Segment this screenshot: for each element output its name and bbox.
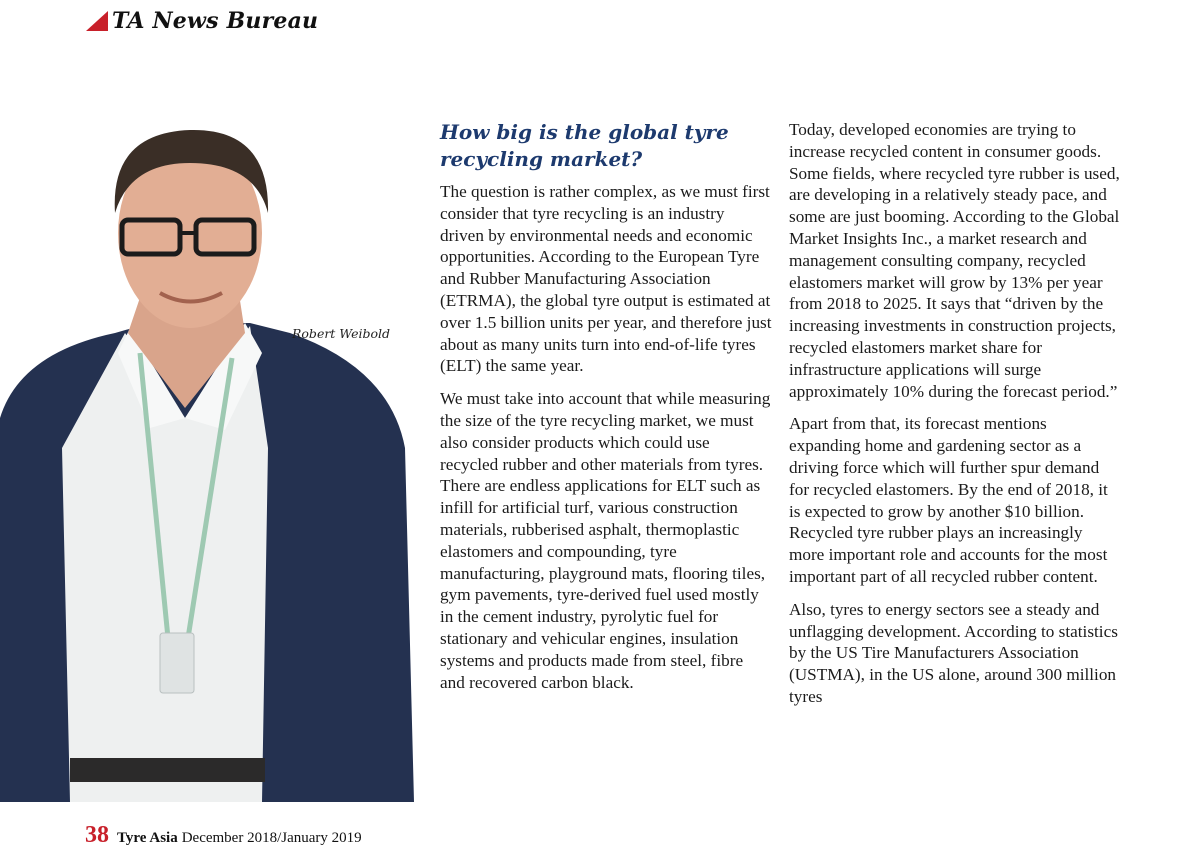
paragraph: Apart from that, its forecast mentions expanding home and gardening sector as a driving force which will further spur demand for recycled elastomers. By the end of 2018, it is expected to grow by another $10 billion. Recycled tyre rubber plays an increasingly more important role and accounts for the most important part of all recycled rubber content. — [789, 414, 1108, 586]
magazine-name: Tyre Asia — [117, 830, 178, 846]
paragraph: Today, developed economies are trying to increase recycled content in consumer goods. Some fields, where recycled tyre rubber is used, are developing in a relatively steady pace, and some are just booming. According to the Global Market Insights Inc., a market research and management consulting company, recycled elastomers market will grow by 13% per year from 2018 to 2025. It says that “driven by the increasing investments in construction projects, recycled elastomers market share for infrastructure applications will surge approximately 10% during the forecast period.” — [789, 120, 1120, 401]
article-column-2 — [789, 119, 1121, 719]
masthead — [86, 6, 318, 36]
paragraph: Also, tyres to energy sectors see a steady and unflagging development. According to statistics by the US Tire Manufacturers Association (USTMA), in the US alone, around 300 million tyres — [789, 599, 1118, 706]
page-footer — [85, 822, 362, 849]
brand-name: TA News Bureau — [112, 8, 319, 34]
paragraph: The question is rather complex, as we must first consider that tyre recycling is an industry driven by environmental needs and economic opportunities. According to the European Tyre and Rubber Manufacturing Association (ETRMA), the global tyre output is estimated at over 1.5 billion units per year, and therefore just about as many units turn into end-of-life tyres (ELT) the same year. — [440, 182, 772, 376]
article-column-1 — [440, 119, 772, 704]
issue-date: December 2018/January 2019 — [181, 830, 362, 846]
headline-line-2: recycling market? — [440, 147, 643, 171]
photo-caption: Robert Weibold — [292, 326, 391, 341]
portrait-photo — [0, 118, 414, 802]
page-number: 38 — [85, 822, 109, 848]
headline-line-1: How big is the global tyre — [440, 120, 729, 144]
article-headline — [440, 119, 772, 173]
red-triangle-logo-icon — [86, 11, 108, 31]
paragraph: We must take into account that while measuring the size of the tyre recycling market, we must also consider products which could use recycled rubber and other materials from tyres. There are endless applications for ELT such as infill for artificial turf, various construction materials, rubberised asphalt, thermoplastic elastomers and compounding, tyre manufacturing, playground mats, flooring tiles, gym pavements, tyre-derived fuel used mostly in the cement industry, pyrolytic fuel for stationary and vehicular engines, insulation systems and products made from steel, fibre and recovered carbon black. — [440, 389, 771, 692]
